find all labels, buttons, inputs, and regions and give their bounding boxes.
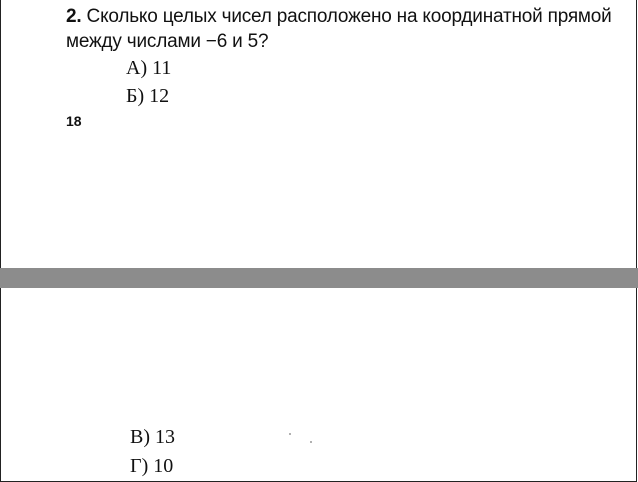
answer-option-d: Г) 10 bbox=[130, 455, 174, 477]
answer-option-c: В) 13 bbox=[130, 426, 175, 448]
question-number: 2. bbox=[66, 6, 82, 27]
page-bottom-section bbox=[0, 288, 637, 482]
question-text: Сколько целых чисел расположено на координатной прямой между числами −6 и 5? bbox=[66, 6, 612, 52]
page-number: 18 bbox=[66, 113, 82, 129]
answer-option-a: А) 11 bbox=[126, 57, 172, 79]
scan-speck bbox=[289, 433, 291, 435]
page-separator-bar bbox=[0, 268, 638, 288]
question-block bbox=[66, 4, 626, 54]
scan-speck bbox=[310, 441, 312, 443]
answer-option-b: Б) 12 bbox=[126, 85, 170, 107]
